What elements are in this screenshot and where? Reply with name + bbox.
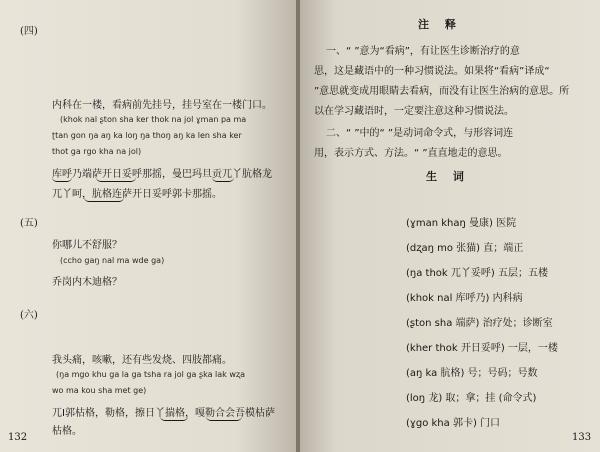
- vocabulary-term-gloss: (kher thok 开日妥呼) 一层，一楼: [406, 343, 558, 354]
- left-page-number: 132: [8, 432, 28, 443]
- vocabulary-title: 生 词: [426, 170, 470, 183]
- example-6-chinese: 我头痛，咳嗽，还有些发烧、四肢都痛。: [52, 355, 232, 366]
- example-4-phonetic-1: 库呼乃端萨开日妥呼那摇，曼巴玛旦贡兀丫肮格龙: [52, 169, 272, 180]
- example-4-romanized-1: (khok nal ʂton sha ker thok na jol ɣman pa ma: [60, 115, 247, 124]
- vocabulary-term-gloss: (ɣman khaŋ 曼康) 医院: [406, 218, 517, 229]
- right-page: [300, 0, 600, 452]
- note-1-line-3: ”意思就变成用眼睛去看病，而没有让医生治病的意思。所: [314, 86, 570, 97]
- note-1-line-2: 思，这是藏语中的一种习惯说法。如果将“看病”译成“: [314, 66, 550, 77]
- example-4-chinese: 内科在一楼，看病前先挂号，挂号室在一楼门口。: [52, 100, 272, 111]
- example-4-tie-mark: [84, 197, 124, 202]
- example-5-number: (五): [20, 218, 38, 229]
- example-5-romanized: (ccho gaŋ nal ma wde ga): [60, 256, 165, 265]
- vocabulary-term-gloss: (ʂton sha 端萨) 治疗处；诊断室: [406, 318, 553, 329]
- vocabulary-term-gloss: (ɣgo kha 郭卡) 门口: [406, 418, 501, 429]
- example-5-chinese: 你哪儿不舒服？: [52, 240, 122, 251]
- example-6-tie-mark: [206, 416, 242, 421]
- note-2-line-2: 用，表示方式、方法。“ ”直直地走的意思。: [314, 148, 508, 159]
- example-6-tie-mark: [160, 416, 188, 421]
- right-page-number: 133: [572, 432, 592, 443]
- example-6-romanized-2: wo ma kou sha met ge): [52, 386, 147, 395]
- note-1-line-1: 一、“ ”意为“看病”，有让医生诊断治疗的意: [326, 46, 520, 57]
- example-5-phonetic: 乔岗内木迪格？: [52, 277, 122, 288]
- example-6-phonetic-2: 枯格。: [52, 426, 82, 437]
- vocabulary-term-gloss: (aŋ ka 肮格) 号；号码；号数: [406, 368, 538, 379]
- notes-title: 注 释: [418, 18, 462, 31]
- example-4-tie-mark: [96, 177, 136, 182]
- left-page: [0, 0, 296, 452]
- example-4-romanized-2: ʈtan gon ŋa aŋ ka loŋ ŋa thoŋ aŋ ka len sha ker: [52, 131, 242, 140]
- example-4-tie-mark: [212, 177, 234, 182]
- vocabulary-term-gloss: (khok nal 库呼乃) 内科病: [406, 293, 523, 304]
- vocabulary-term-gloss: (loŋ 龙) 取；拿；挂 (命令式): [406, 393, 537, 404]
- vocabulary-term-gloss: (ŋa thok 兀丫妥呼) 五层；五楼: [406, 268, 548, 279]
- vocabulary-term-gloss: (dʐaŋ mo 张猫) 直；端正: [406, 243, 524, 254]
- example-6-romanized-1: (ŋa mgo khu ga la ga tsha ra jol ga ʂka lak wʐa: [56, 370, 245, 379]
- note-1-line-4: 以在学习藏语时，一定要注意这种习惯说法。: [314, 106, 514, 117]
- example-6-number: (六): [20, 310, 38, 321]
- example-4-romanized-3: thot ga rgo kha na jol): [52, 147, 142, 156]
- example-4-tie-mark: [52, 177, 72, 182]
- example-4-number: (四): [20, 26, 38, 37]
- note-2-line-1: 二、“ ”中的“ ”是动词命令式，与形容词连: [326, 128, 514, 139]
- example-4-phonetic-2: 兀丫呵，肮格连萨开日妥呼郭卡那摇。: [52, 189, 222, 200]
- example-6-phonetic-1: 兀Ⅰ郭枯格，勒格，擦日丫揣格，嘎勒合会吾模枯萨: [52, 408, 275, 419]
